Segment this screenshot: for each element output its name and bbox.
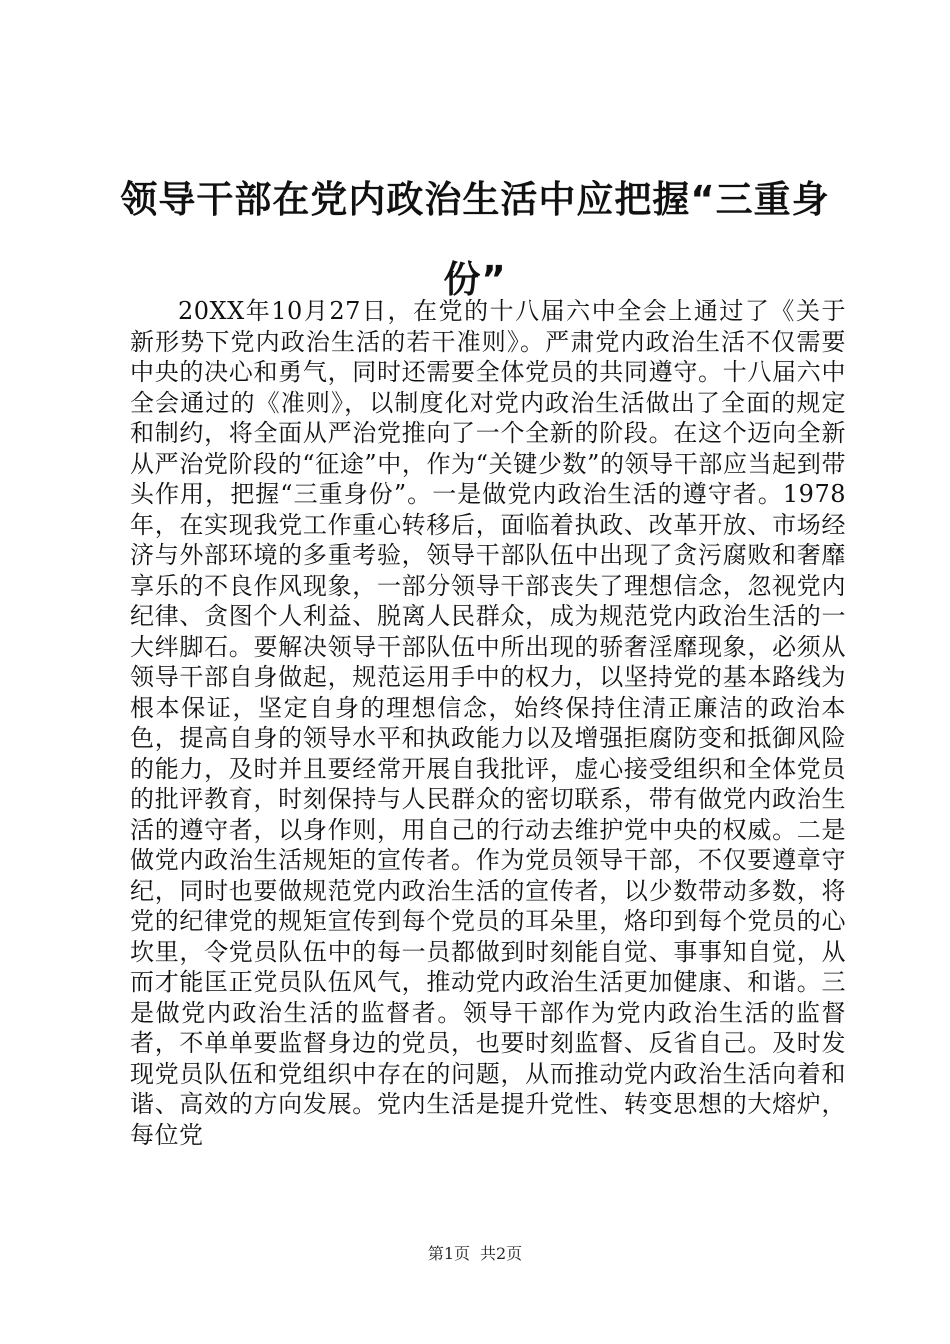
document-body: 20XX年10月27日，在党的十八届六中全会上通过了《关于新形势下党内政治生活的若干准则》。严肃党内政治生活不仅需要中央的决心和勇气，同时还需要全体党员的共同遵守。十八届六中全会通过的《准则》，以制度化对党内政治生活做出了全面的规定和制约，将全面从严治党推向了一个全新的阶段。在这个迈向全新从严治党阶段的“征途”中，作为“关键少数”的领导干部应当起到带头作用，把握“三重身份”。一是做党内政治生活的遵守者。1978年，在实现我党工作重心转移后，面临着执政、改革开放、市场经济与外部环境的多重考验，领导干部队伍中出现了贪污腐败和奢靡享乐的不良作风现象，一部分领导干部丧失了理想信念，忽视党内纪律、贪图个人利益、脱离人民群众，成为规范党内政治生活的一大绊脚石。要解决领导干部队伍中所出现的骄奢淫靡现象，必须从领导干部自身做起，规范运用手中的权力，以坚持党的基本路线为根本保证，坚定自身的理想信念，始终保持住清正廉洁的政治本色，提高自身的领导水平和执政能力以及增强拒腐防变和抵御风险的能力，及时并且要经常开展自我批评，虚心接受组织和全体党员的批评教育，时刻保持与人民群众的密切联系，带有做党内政治生活的遵守者，以身作则，用自己的行动去维护党中央的权威。二是做党内政治生活规矩的宣传者。作为党员领导干部，不仅要遵章守纪，同时也要做规范党内政治生活的宣传者，以少数带动多数，将党的纪律党的规矩宣传到每个党员的耳朵里，烙印到每个党员的心坎里，令党员队伍中的每一员都做到时刻能自觉、事事知自觉，从而才能匡正党员队伍风气，推动党内政治生活更加健康、和谐。三是做党内政治生活的监督者。领导干部作为党内政治生活的监督者，不单单要监督身边的党员，也要时刻监督、反省自己。及时发现党员队伍和党组织中存在的问题，从而推动党内政治生活向着和谐、高效的方向发展。党内生活是提升党性、转变思想的大熔炉，每位党 <box>130 297 846 1149</box>
page-number: 第1页 <box>427 1244 470 1263</box>
page-total: 共2页 <box>480 1244 523 1263</box>
page-footer <box>0 1242 950 1266</box>
document-title: 领导干部在党内政治生活中应把握“三重身份” <box>120 178 830 301</box>
